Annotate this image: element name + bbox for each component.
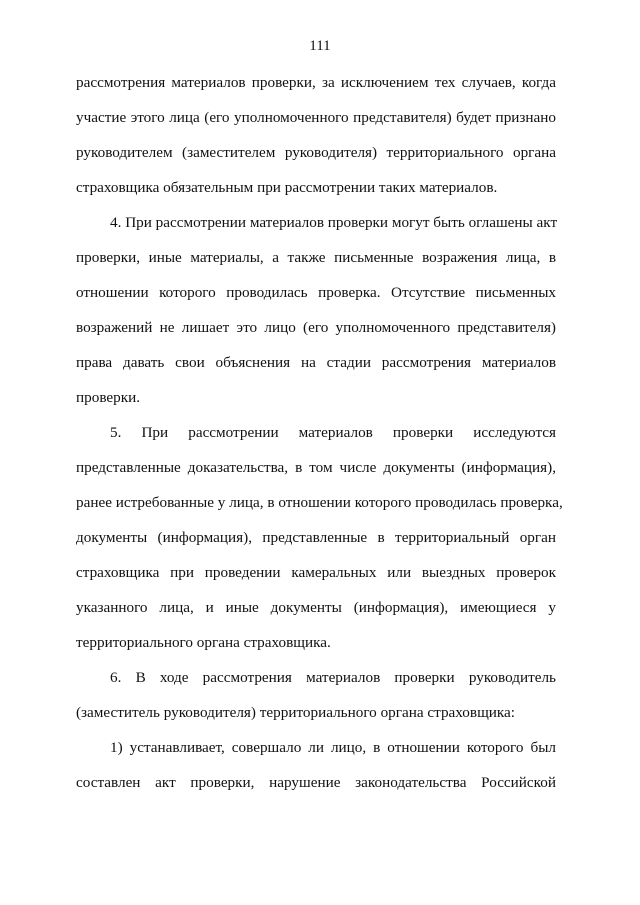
text-line: 6. В ходе рассмотрения материалов проверки руководитель [110,669,556,686]
text-line: указанного лица, и иные документы (информация), имеющиеся у [76,599,556,616]
text-line: территориального органа страховщика. [76,634,331,651]
text-line: проверки, иные материалы, а также письменные возражения лица, в [76,249,556,266]
text-line: руководителем (заместителем руководителя) территориального органа [76,144,556,161]
page-number: 111 [309,38,331,54]
text-line: рассмотрения материалов проверки, за исключением тех случаев, когда [76,74,556,91]
text-line: составлен акт проверки, нарушение законодательства Российской [76,774,556,791]
text-line: участие этого лица (его уполномоченного представителя) будет признано [76,109,556,126]
text-line: страховщика обязательным при рассмотрении таких материалов. [76,179,498,196]
text-line: 4. При рассмотрении материалов проверки могут быть оглашены акт [110,214,558,231]
text-line: страховщика при проведении камеральных или выездных проверок [76,564,556,581]
text-line: возражений не лишает это лицо (его уполномоченного представителя) [76,319,556,336]
text-line: документы (информация), представленные в территориальный орган [76,529,556,546]
text-line: права давать свои объяснения на стадии рассмотрения материалов [76,354,556,371]
text-line: 1) устанавливает, совершало ли лицо, в отношении которого был [110,739,556,756]
text-line: (заместитель руководителя) территориального органа страховщика: [76,704,515,721]
text-line: проверки. [76,389,141,406]
text-line: отношении которого проводилась проверка. Отсутствие письменных [76,284,556,301]
text-line: ранее истребованные у лица, в отношении которого проводилась проверка, [76,494,563,511]
text-line: 5. При рассмотрении материалов проверки исследуются [110,424,556,441]
text-line: представленные доказательства, в том числе документы (информация), [76,459,556,476]
